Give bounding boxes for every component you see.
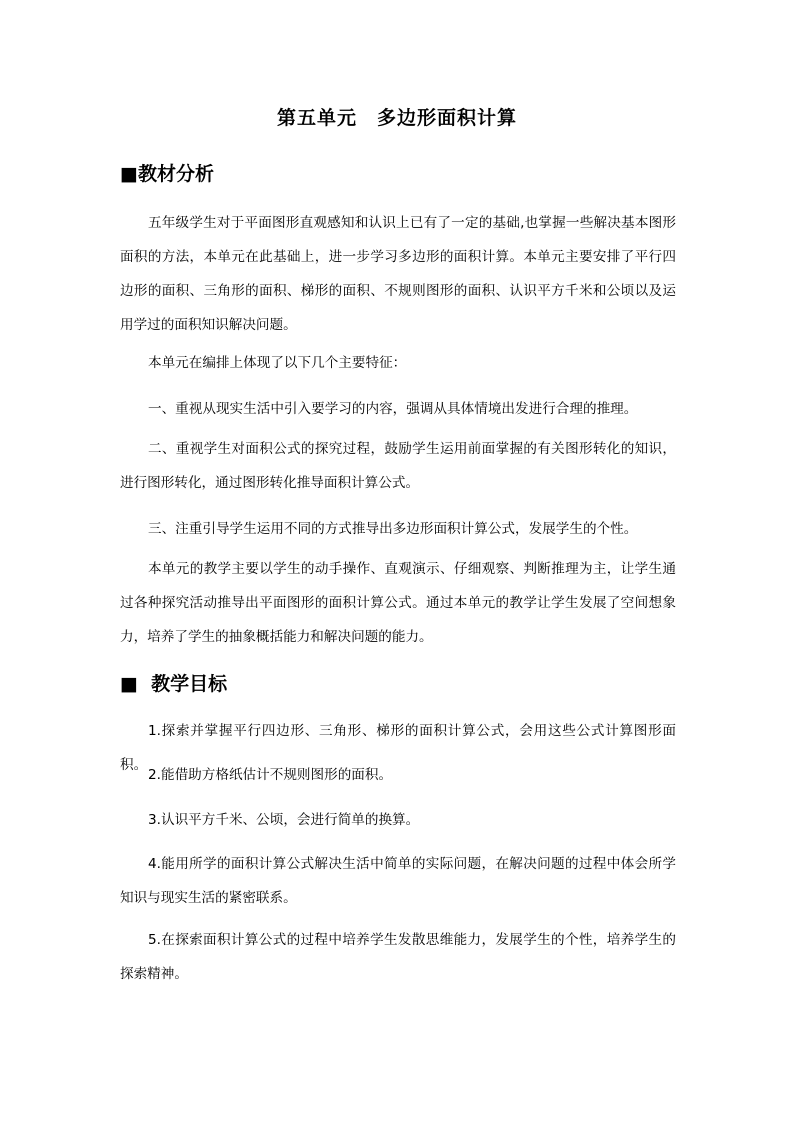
- objective-item-3: 3.认识平方千米、公顷，会进行简单的换算。: [148, 812, 420, 828]
- objective-item-4: 4.能用所学的面积计算公式解决生活中简单的实际问题，在解决问题的过程中体会所学知识与现实生活的紧密联系。: [120, 856, 676, 906]
- section-heading-objectives: ■ 教学目标: [120, 673, 228, 695]
- objective-item-5: 5.在探索面积计算公式的过程中培养学生发散思维能力，发展学生的个性，培养学生的探索精神。: [120, 932, 676, 982]
- objective-item-2: 2.能借助方格纸估计不规则图形的面积。: [148, 767, 393, 783]
- paragraph-features-intro: 本单元在编排上体现了以下几个主要特征：: [148, 355, 407, 371]
- paragraph-feature-3: 三、注重引导学生运用不同的方式推导出多边形面积计算公式，发展学生的个性。: [148, 521, 638, 537]
- section-heading-analysis: ■教材分析: [120, 163, 214, 185]
- paragraph-feature-2: 二、重视学生对面积公式的探究过程，鼓励学生运用前面掌握的有关图形转化的知识，进行图形转化，通过图形转化推导面积计算公式。: [120, 441, 676, 491]
- objective-item-1: 1.探索并掌握平行四边形、三角形、梯形的面积计算公式，会用这些公式计算图形面积。: [120, 723, 676, 773]
- page-title: 第五单元 多边形面积计算: [276, 107, 517, 129]
- paragraph-analysis-intro: 五年级学生对于平面图形直观感知和认识上已有了一定的基础,也掌握一些解决基本图形面积的方法，本单元在此基础上，进一步学习多边形的面积计算。本单元主要安排了平行四边形的面积、三角形的面积、梯形的面积、不规则图形的面积、认识平方千米和公顷以及运用学过的面积知识解决问题。: [120, 215, 676, 333]
- paragraph-teaching-method: 本单元的教学主要以学生的动手操作、直观演示、仔细观察、判断推理为主，让学生通过各种探究活动推导出平面图形的面积计算公式。通过本单元的教学让学生发展了空间想象力，培养了学生的抽象概括能力和解决问题的能力。: [120, 561, 676, 645]
- paragraph-feature-1: 一、重视从现实生活中引入要学习的内容，强调从具体情境出发进行合理的推理。: [148, 401, 638, 417]
